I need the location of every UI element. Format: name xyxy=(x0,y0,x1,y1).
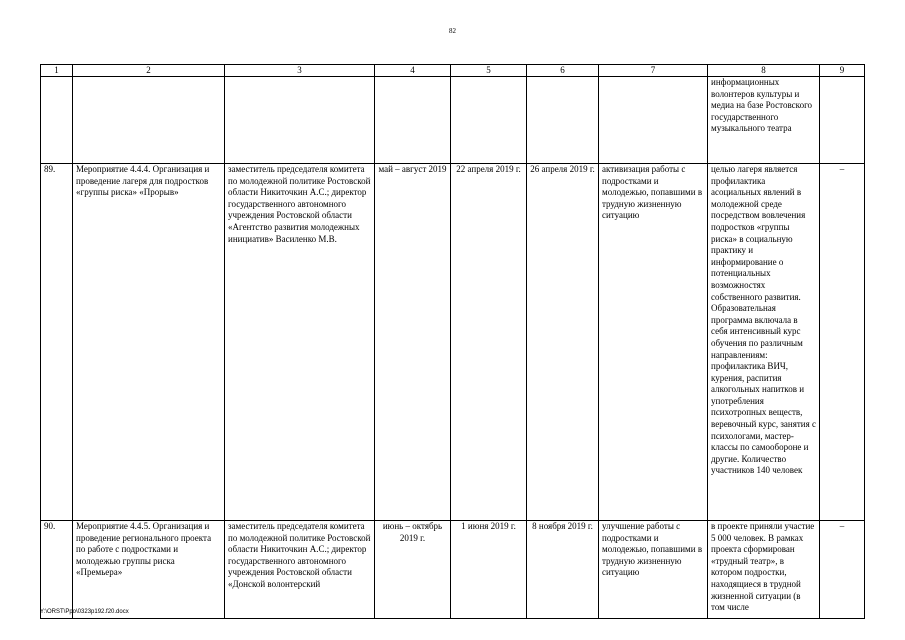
responsible-cell: заместитель председателя комитета по молодежной политике Ростовской области Никиточкин А.С.; директор государственного автономного учреждения Ростовской области «Донской волонтерский xyxy=(225,521,375,619)
note-cell: – xyxy=(820,521,865,619)
event-cell: Мероприятие 4.4.4. Организация и проведение лагеря для подростков «группы риска» «Прорыв» xyxy=(73,164,225,521)
page-number: 82 xyxy=(449,27,456,35)
planned-result-cell: активизация работы с подростками и молодежью, попавшими в трудную жизненную ситуацию xyxy=(599,164,708,521)
col-header-7: 7 xyxy=(599,65,708,77)
report-table xyxy=(40,64,865,619)
start-date-cell: 1 июня 2019 г. xyxy=(451,521,527,619)
row-number: 90. xyxy=(41,521,73,619)
col-header-9: 9 xyxy=(820,65,865,77)
col-header-2: 2 xyxy=(73,65,225,77)
responsible-cell: заместитель председателя комитета по молодежной политике Ростовской области Никиточкин А.С.; директор государственного автономного учреждения Ростовской области «Агентство развития молодежных инициатив» Василенко М.В. xyxy=(225,164,375,521)
col-header-8: 8 xyxy=(708,65,820,77)
row-number: 89. xyxy=(41,164,73,521)
col-header-5: 5 xyxy=(451,65,527,77)
col-header-4: 4 xyxy=(375,65,451,77)
col-header-3: 3 xyxy=(225,65,375,77)
file-path-footer: Y:\ORST\Ppo\0323p192.f20.docx xyxy=(40,609,129,615)
table-row xyxy=(41,521,865,619)
continued-result-cell: информационных волонтеров культуры и медиа на базе Ростовского государственного музыкального театра xyxy=(708,77,820,164)
planned-result-cell: улучшение работы с подростками и молодежью, попавшими в трудную жизненную ситуацию xyxy=(599,521,708,619)
col-header-1: 1 xyxy=(41,65,73,77)
period-cell: май – август 2019 xyxy=(375,164,451,521)
table-row xyxy=(41,164,865,521)
period-cell: июнь – октябрь 2019 г. xyxy=(375,521,451,619)
table-row-continuation xyxy=(41,77,865,164)
event-cell: Мероприятие 4.4.5. Организация и проведение регионального проекта по работе с подростками и молодежью группы риска «Премьера» xyxy=(73,521,225,619)
start-date-cell: 22 апреля 2019 г. xyxy=(451,164,527,521)
note-cell: – xyxy=(820,164,865,521)
actual-result-cell: целью лагеря является профилактика асоциальных явлений в молодежной среде посредством вовлечения подростков «группы риска» в социальную практику и информирование о потенциальных возможностях собственного развития. Образовательная программа включала в себя интенсивный курс обучения по различным направлениям: профилактика ВИЧ, курения, распития алкогольных напитков и употребления психотропных веществ, веревочный курс, занятия с психологами, мастер-классы по самообороне и другие. Количество участников 140 человек xyxy=(708,164,820,521)
end-date-cell: 26 апреля 2019 г. xyxy=(527,164,599,521)
col-header-6: 6 xyxy=(527,65,599,77)
column-number-row xyxy=(41,65,865,77)
actual-result-cell: в проекте приняли участие 5 000 человек. В рамках проекта сформирован «трудный театр», в котором подростки, находящиеся в трудной жизненной ситуации (в том числе xyxy=(708,521,820,619)
end-date-cell: 8 ноября 2019 г. xyxy=(527,521,599,619)
